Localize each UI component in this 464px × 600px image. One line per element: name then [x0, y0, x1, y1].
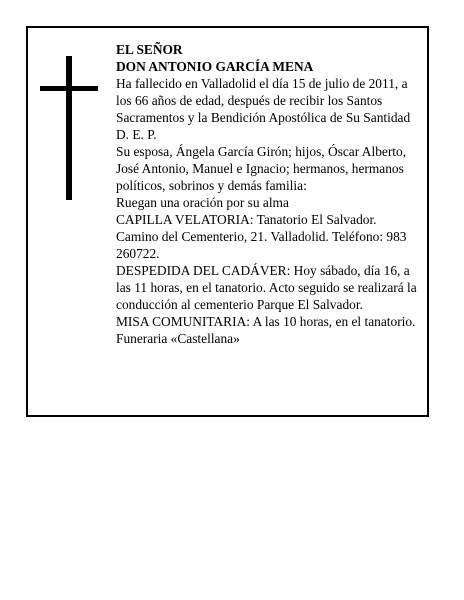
- deceased-name: DON ANTONIO GARCÍA MENA: [116, 59, 314, 74]
- obituary-title: EL SEÑOR: [116, 42, 183, 57]
- obituary-notice: [26, 26, 429, 417]
- prayer-request: Ruegan una oración por su alma: [116, 195, 289, 210]
- mass-details: MISA COMUNITARIA: A las 10 horas, en el tanatorio.: [116, 314, 416, 329]
- farewell-details: DESPEDIDA DEL CADÁVER: Hoy sábado, día 16, a las 11 horas, en el tanatorio. Acto seguido se realizará la conducción al cementerio Parque El Salvador.: [116, 263, 417, 312]
- cross-vertical-bar: [66, 56, 72, 200]
- death-announcement: Ha fallecido en Valladolid el día 15 de julio de 2011, a los 66 años de edad, después de recibir los Santos Sacramentos y la Bendición Apostólica de Su Santidad D. E. P.: [116, 76, 411, 142]
- cross-horizontal-bar: [40, 86, 98, 91]
- family-list: Su esposa, Ángela García Girón; hijos, Óscar Alberto, José Antonio, Manuel e Ignacio; hermanos, hermanos políticos, sobrinos y demás familia:: [116, 144, 407, 193]
- obituary-text: [116, 41, 421, 347]
- wake-chapel: CAPILLA VELATORIA: Tanatorio El Salvador. Camino del Cementerio, 21. Valladolid. Teléfono: 983 260722.: [116, 212, 407, 261]
- funeral-home: Funeraria «Castellana»: [116, 331, 240, 346]
- cross-icon: [40, 56, 98, 200]
